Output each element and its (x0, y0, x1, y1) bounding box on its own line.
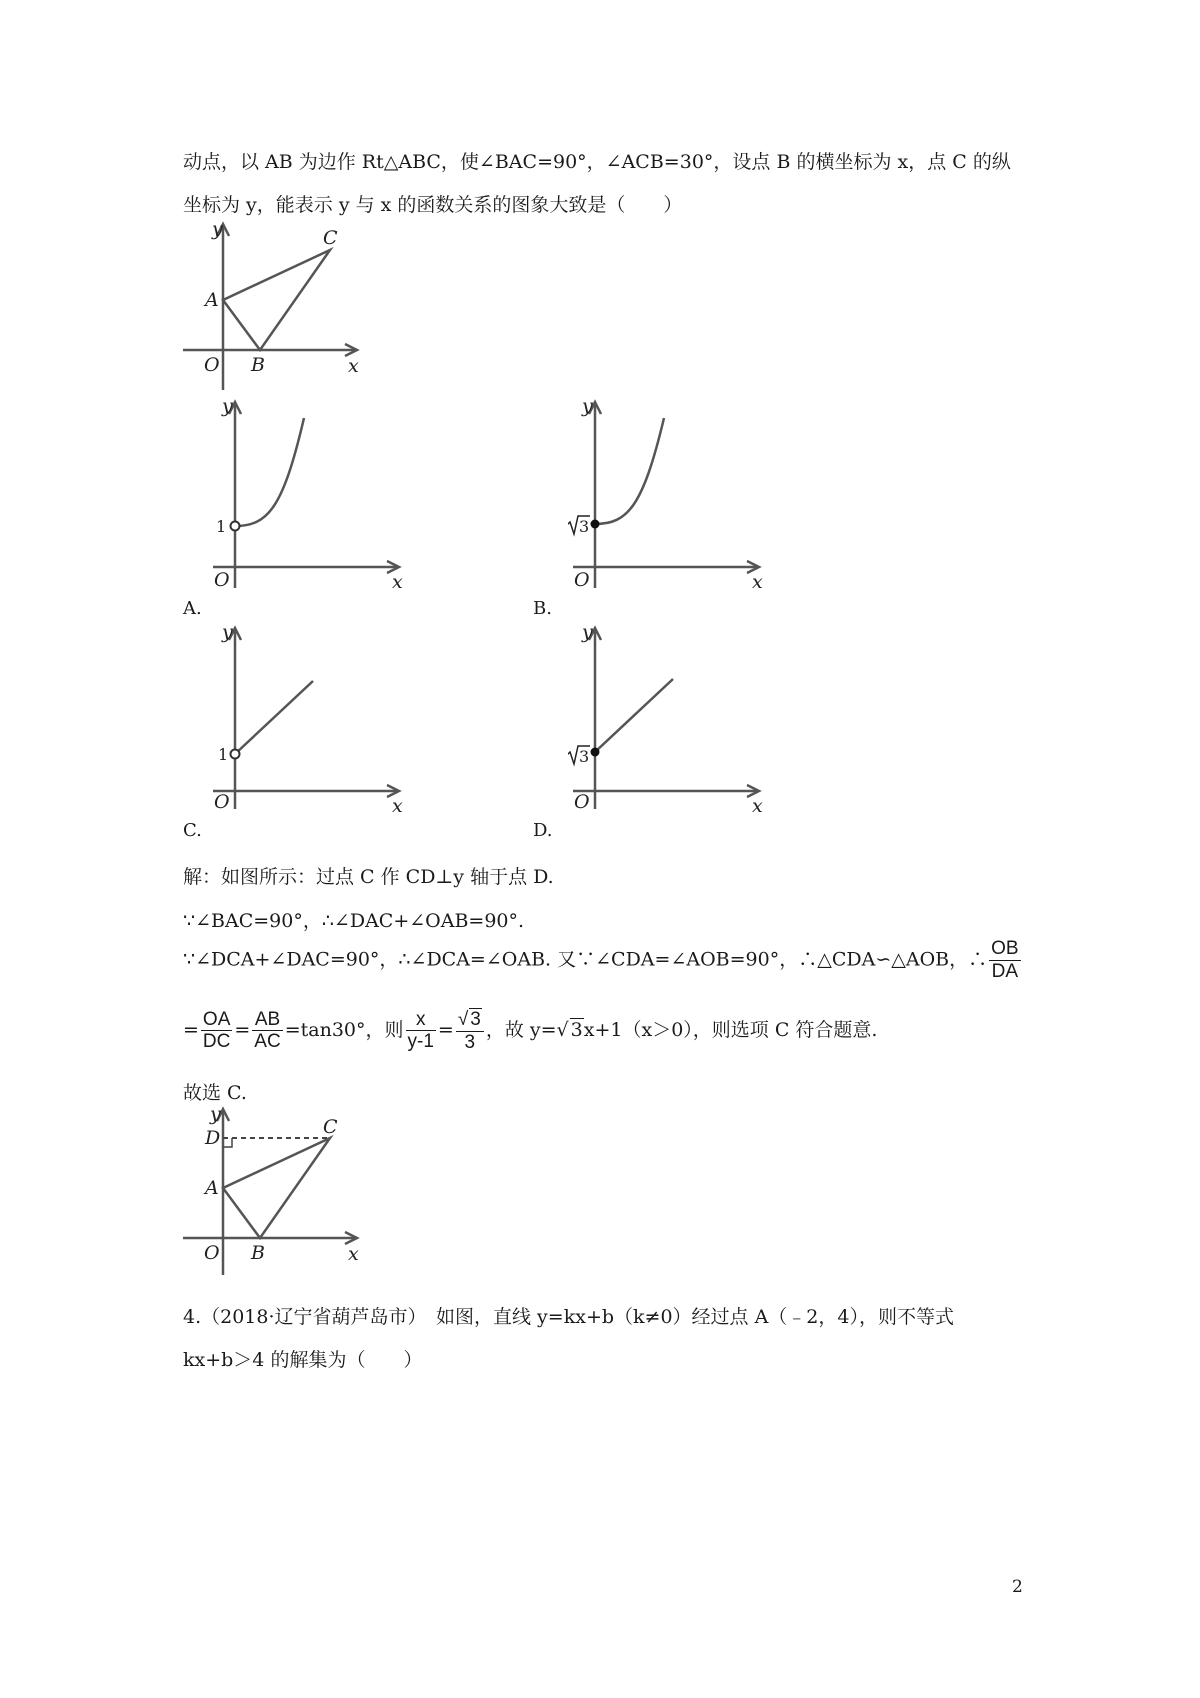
equals-sign: = (234, 1018, 251, 1041)
start-value-sqrt3: 3 (579, 747, 590, 766)
equals-sign: = (437, 1018, 454, 1041)
fraction-denominator: AC (254, 1031, 281, 1053)
triangle-figure (178, 218, 378, 398)
x-axis-label: x (348, 1243, 359, 1265)
x-axis-label: x (752, 795, 763, 814)
fraction-numerator: x (406, 1009, 436, 1032)
fraction-denominator: 3 (464, 1031, 476, 1053)
option-c-graph (208, 624, 408, 814)
x-axis-label: x (392, 571, 403, 593)
start-value-1: 1 (216, 517, 227, 536)
origin-label: O (204, 354, 220, 376)
y-axis-label: y (582, 398, 593, 417)
option-b-graph (568, 398, 768, 598)
solution-line2: ∵∠BAC=90°，∴∠DAC+∠OAB=90°. (183, 910, 525, 932)
fraction-denominator: DC (202, 1031, 231, 1053)
point-c-label: C (323, 1116, 338, 1138)
point-b-label: B (251, 1242, 265, 1264)
x-axis-label: x (752, 571, 763, 593)
origin-label: O (574, 569, 590, 591)
point-b-label: B (251, 354, 265, 376)
y-axis-label: y (222, 624, 233, 643)
option-c-label[interactable]: C. (183, 820, 202, 841)
x-axis-label: x (392, 795, 403, 814)
problem4-line2: kx+b＞4 的解集为（ ） (183, 1349, 423, 1371)
fraction-denominator: y-1 (407, 1031, 434, 1053)
origin-label: O (204, 1242, 220, 1264)
point-a-label: A (205, 1177, 219, 1199)
x-axis-label: x (348, 355, 359, 377)
fraction-ob-da (989, 938, 1020, 983)
option-a-graph (208, 398, 408, 598)
y-axis-label: y (210, 1103, 221, 1125)
problem3-line2: 坐标为 y，能表示 y 与 x 的函数关系的图象大致是（ ） (183, 194, 683, 216)
option-a-label[interactable]: A. (183, 598, 202, 619)
equals-sign: = (183, 1018, 199, 1041)
point-a-label: A (205, 289, 219, 311)
fraction-numerator: √ 3 (456, 1008, 484, 1032)
origin-label: O (214, 791, 230, 813)
fraction-oa-dc (201, 1009, 232, 1054)
fraction-ab-ac (252, 1009, 282, 1054)
y-axis-label: y (222, 398, 233, 417)
fraction-denominator: DA (991, 960, 1019, 982)
page-number: 2 (1012, 1577, 1023, 1597)
y-axis-label: y (212, 218, 223, 240)
fraction-numerator: OB (991, 938, 1019, 959)
option-d-label[interactable]: D. (533, 820, 553, 841)
origin-label: O (574, 791, 590, 813)
solution-figure (178, 1103, 378, 1283)
option-b-label[interactable]: B. (533, 598, 552, 619)
fraction-sqrt3-3 (456, 1008, 484, 1054)
sqrt-symbol: √ (556, 1018, 569, 1041)
problem4-line1: 4.（2018·辽宁省葫芦岛市） 如图，直线 y=kx+b（k≠0）经过点 A（﹣2，4），则不等式 (183, 1306, 954, 1328)
result-prefix: ，故 y= (485, 1018, 557, 1041)
solution-line4 (183, 1008, 877, 1054)
point-d-label: D (205, 1127, 221, 1149)
start-value-sqrt3: 3 (579, 517, 590, 536)
solution-line5: 故选 C. (183, 1082, 247, 1104)
solution-line3-text: ∵∠DCA+∠DAC=90°，∴∠DCA=∠OAB. 又∵∠CDA=∠AOB=90°，∴△CDA∽△AOB，∴ (183, 948, 988, 971)
point-c-label: C (323, 227, 338, 249)
option-d-graph (568, 624, 768, 814)
tan-text: =tan30°，则 (284, 1018, 404, 1041)
y-axis-label: y (582, 624, 593, 643)
result-suffix: x+1（x＞0），则选项 C 符合题意. (583, 1018, 878, 1041)
fraction-x-y1 (406, 1009, 436, 1054)
problem3-line1: 动点，以 AB 为边作 Rt△ABC，使∠BAC=90°，∠ACB=30°，设点 B 的横坐标为 x，点 C 的纵 (183, 151, 1011, 173)
solution-line3 (183, 938, 1023, 983)
radicand: 3 (470, 1009, 481, 1030)
solution-line1: 解：如图所示：过点 C 作 CD⊥y 轴于点 D. (183, 866, 554, 888)
fraction-numerator: AB (252, 1009, 282, 1032)
start-value-1: 1 (218, 745, 229, 764)
radicand: 3 (570, 1018, 583, 1041)
origin-label: O (214, 569, 230, 591)
fraction-numerator: OA (202, 1008, 231, 1030)
